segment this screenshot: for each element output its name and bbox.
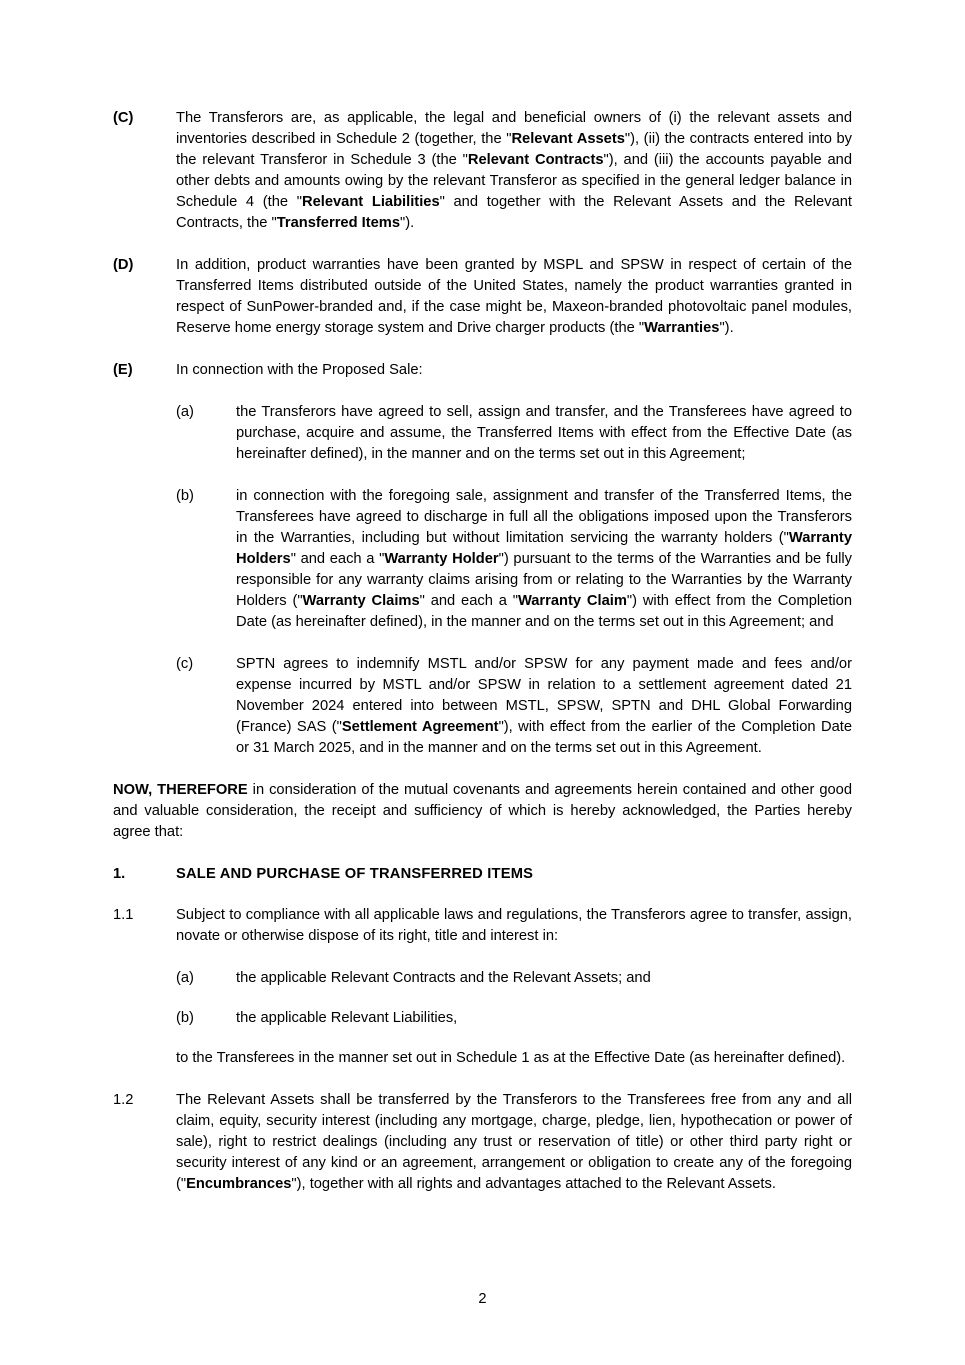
clause-1-1-sub-a-text: the applicable Relevant Contracts and the Relevant Assets; and (236, 970, 651, 986)
recital-e-sub-c-marker: (c) (176, 656, 194, 672)
recital-e-sub-a (113, 402, 852, 465)
recital-e-sub-c-text: SPTN agrees to indemnify MSTL and/or SPSW for any payment made and fees and/or expense incurred by MSTL and/or SPSW in relation to a settlement agreement dated 21 November 2024 entered into between MSTL, SPSW, SPTN and DHL Global Forwarding (France) SAS ("Settlement Agreement"), with effect from the earlier of the Completion Date or 31 March 2025, and in the manner and on the terms set out in this Agreement. (236, 656, 852, 756)
clause-1-1-sub-b-marker: (b) (176, 1010, 194, 1026)
recital-d-marker: (D) (113, 257, 134, 273)
clause-1-1-tail-text: to the Transferees in the manner set out in Schedule 1 as at the Effective Date (as hereinafter defined). (176, 1050, 846, 1066)
clause-1-1-sub-a-marker: (a) (176, 970, 194, 986)
recital-e-sub-a-marker: (a) (176, 404, 194, 420)
section-heading-1 (113, 864, 852, 885)
clause-1-1-sub-a (113, 968, 852, 989)
clause-1-1-number: 1.1 (113, 907, 134, 923)
recital-c (113, 108, 852, 234)
clause-1-2 (113, 1090, 852, 1195)
recital-e-sub-b-marker: (b) (176, 488, 194, 504)
recital-e-sub-a-text: the Transferors have agreed to sell, assign and transfer, and the Transferees have agreed to purchase, acquire and assume, the Transferred Items with effect from the Effective Date (as hereinafter defined), in the manner and on the terms set out in this Agreement; (236, 404, 852, 462)
recital-e (113, 360, 852, 381)
clause-1-1-sub-b-text: the applicable Relevant Liabilities, (236, 1010, 458, 1026)
clause-1-1 (113, 905, 852, 947)
now-therefore-paragraph: NOW, THEREFORE in consideration of the mutual covenants and agreements herein contained and other good and valuable consideration, the receipt and sufficiency of which is hereby acknowledged, the Parties hereby agree that: (113, 782, 852, 840)
recital-c-marker: (C) (113, 110, 134, 126)
recital-d (113, 255, 852, 339)
clause-1-2-text: The Relevant Assets shall be transferred by the Transferors to the Transferees free from any and all claim, equity, security interest (including any mortgage, charge, pledge, lien, hypothecation or power of sale), right to restrict dealings (including any trust or reservation of title) or other third party right or security interest of any kind or an agreement, arrangement or obligation to create any of the foregoing ("Encumbrances"), together with all rights and advantages attached to the Relevant Assets. (176, 1092, 852, 1192)
recital-e-text: In connection with the Proposed Sale: (176, 362, 423, 378)
recital-d-text: In addition, product warranties have been granted by MSPL and SPSW in respect of certain of the Transferred Items distributed outside of the United States, namely the product warranties granted in respect of SunPower-branded and, if the case might be, Maxeon-branded photovoltaic panel modules, Reserve home energy storage system and Drive charger products (the "Warranties"). (176, 257, 852, 336)
page-number: 2 (478, 1291, 487, 1307)
recital-e-sub-b-text: in connection with the foregoing sale, assignment and transfer of the Transferred Items, the Transferees have agreed to discharge in full all the obligations imposed upon the Transferors in the Warranties, including but without limitation servicing the warranty holders ("Warranty Holders" and each a "Warranty Holder") pursuant to the terms of the Warranties and be fully responsible for any warranty claims arising from or relating to the Warranties by the Warranty Holders ("Warranty Claims" and each a "Warranty Claim") with effect from the Completion Date (as hereinafter defined), in the manner and on the terms set out in this Agreement; and (236, 488, 853, 630)
section-title: SALE AND PURCHASE OF TRANSFERRED ITEMS (176, 866, 534, 882)
clause-1-1-text: Subject to compliance with all applicable laws and regulations, the Transferors agree to transfer, assign, novate or otherwise dispose of its right, title and interest in: (176, 907, 852, 944)
clause-1-1-sub-b (113, 1008, 852, 1029)
recital-e-sub-c (113, 654, 852, 759)
section-number: 1. (113, 866, 126, 882)
recital-c-text: The Transferors are, as applicable, the legal and beneficial owners of (i) the relevant assets and inventories described in Schedule 2 (together, the "Relevant Assets"), (ii) the contracts entered into by the relevant Transferor in Schedule 3 (the "Relevant Contracts"), and (iii) the accounts payable and other debts and amounts owing by the relevant Transferor as specified in the general ledger balance in Schedule 4 (the "Relevant Liabilities" and together with the Relevant Assets and the Relevant Contracts, the "Transferred Items"). (176, 110, 853, 231)
recital-e-marker: (E) (113, 362, 133, 378)
recital-e-sub-b (113, 486, 852, 633)
clause-1-2-number: 1.2 (113, 1092, 134, 1108)
